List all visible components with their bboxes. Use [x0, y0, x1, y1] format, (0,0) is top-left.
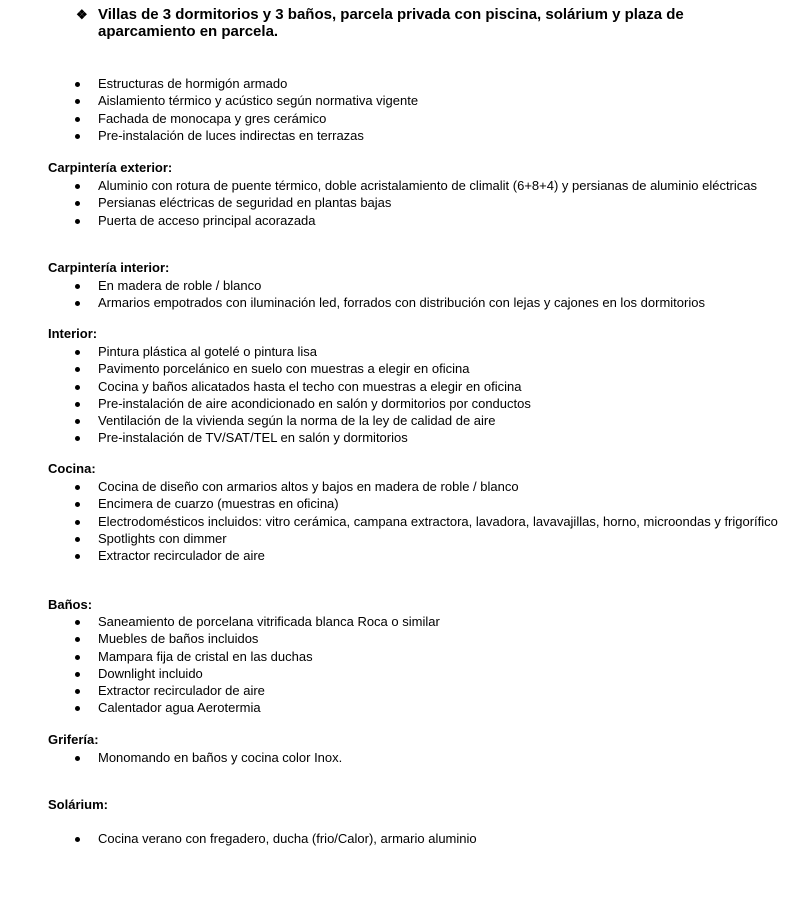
bullet-icon	[75, 502, 80, 507]
list-item-text: Aislamiento térmico y acústico según normativa vigente	[98, 93, 419, 109]
bullet-icon	[75, 756, 80, 761]
list-item-text: Cocina y baños alicatados hasta el techo con muestras a elegir en oficina	[98, 378, 522, 394]
list-item	[0, 547, 800, 564]
section-title-solarium: Solárium:	[48, 797, 108, 812]
bullet-icon	[75, 82, 80, 87]
bullet-icon	[75, 689, 80, 694]
list-item-text: Spotlights con dimmer	[98, 530, 227, 546]
bullet-icon	[75, 301, 80, 306]
list-item-text: Aluminio con rotura de puente térmico, doble acristalamiento de climalit (6+8+4) y persianas de aluminio eléctricas	[98, 178, 758, 193]
bullet-icon	[75, 134, 80, 139]
list-item	[0, 429, 800, 446]
list-item-text: Electrodomésticos incluidos: vitro cerámica, campana extractora, lavadora, lavavajillas, horno, microondas y frigorífico	[98, 513, 778, 529]
bullet-icon	[75, 402, 80, 407]
bullet-icon	[75, 184, 80, 189]
list-item-text: Muebles de baños incluidos	[98, 631, 259, 647]
list-item-text: Saneamiento de porcelana vitrificada blanca Roca o similar	[98, 614, 440, 629]
general-features-list	[0, 75, 800, 144]
list-item-text: Downlight incluido	[98, 665, 203, 681]
list-item-text: Monomando en baños y cocina color Inox.	[98, 750, 343, 765]
bullet-icon	[75, 436, 80, 441]
diamond-bullet-icon: ❖	[76, 7, 88, 22]
heading-text: Villas de 3 dormitorios y 3 baños, parcela privada con piscina, solárium y plaza de aparcamiento en parcela.	[98, 6, 684, 40]
list-item-text: Extractor recirculador de aire	[98, 548, 265, 564]
solarium-list	[0, 830, 800, 847]
list-item-text: Armarios empotrados con iluminación led, forrados con distribución con lejas y cajones en los dormitorios	[98, 295, 705, 311]
bullet-icon	[75, 201, 80, 206]
bullet-icon	[75, 554, 80, 559]
list-item	[0, 682, 800, 699]
bullet-icon	[75, 99, 80, 104]
list-item	[0, 378, 800, 395]
list-item-text: Calentador agua Aerotermia	[98, 700, 261, 716]
bullet-icon	[75, 367, 80, 372]
list-item-text: Cocina de diseño con armarios altos y bajos en madera de roble / blanco	[98, 479, 519, 494]
list-item-text: Cocina verano con fregadero, ducha (frio/Calor), armario aluminio	[98, 831, 477, 846]
list-item-text: Mampara fija de cristal en las duchas	[98, 648, 313, 664]
banos-list	[0, 613, 800, 717]
section-title-cocina: Cocina:	[48, 461, 96, 476]
list-item-text: Extractor recirculador de aire	[98, 683, 265, 699]
list-item	[0, 212, 800, 229]
bullet-icon	[75, 637, 80, 642]
document-heading	[76, 6, 776, 40]
list-item	[0, 177, 800, 194]
list-item-text: Pintura plástica al gotelé o pintura lisa	[98, 344, 317, 359]
bullet-icon	[75, 706, 80, 711]
list-item	[0, 343, 800, 360]
section-title-carpinteria-interior: Carpintería interior:	[48, 260, 170, 275]
interior-list	[0, 343, 800, 447]
bullet-icon	[75, 520, 80, 525]
list-item	[0, 749, 800, 766]
list-item	[0, 630, 800, 647]
bullet-icon	[75, 350, 80, 355]
list-item	[0, 412, 800, 429]
bullet-icon	[75, 419, 80, 424]
section-title-carpinteria-exterior: Carpintería exterior:	[48, 160, 173, 175]
bullet-icon	[75, 655, 80, 660]
list-item-text: En madera de roble / blanco	[98, 278, 262, 293]
list-item	[0, 830, 800, 847]
list-item	[0, 495, 800, 512]
list-item	[0, 194, 800, 211]
list-item	[0, 513, 800, 530]
list-item-text: Pre-instalación de aire acondicionado en salón y dormitorios por conductos	[98, 395, 531, 411]
bullet-icon	[75, 837, 80, 842]
list-item	[0, 530, 800, 547]
carpinteria-exterior-list	[0, 177, 800, 229]
section-title-interior: Interior:	[48, 326, 98, 341]
list-item	[0, 699, 800, 716]
list-item	[0, 110, 800, 127]
bullet-icon	[75, 117, 80, 122]
list-item-text: Estructuras de hormigón armado	[98, 76, 288, 91]
list-item	[0, 92, 800, 109]
bullet-icon	[75, 672, 80, 677]
bullet-icon	[75, 219, 80, 224]
list-item-text: Fachada de monocapa y gres cerámico	[98, 110, 327, 126]
list-item	[0, 75, 800, 92]
list-item-text: Pre-instalación de luces indirectas en terrazas	[98, 127, 364, 143]
list-item-text: Persianas eléctricas de seguridad en plantas bajas	[98, 195, 392, 211]
bullet-icon	[75, 385, 80, 390]
carpinteria-interior-list	[0, 277, 800, 312]
list-item-text: Ventilación de la vivienda según la norma de la ley de calidad de aire	[98, 413, 496, 429]
bullet-icon	[75, 537, 80, 542]
bullet-icon	[75, 485, 80, 490]
bullet-icon	[75, 284, 80, 289]
list-item	[0, 478, 800, 495]
cocina-list	[0, 478, 800, 564]
list-item	[0, 613, 800, 630]
list-item-text: Encimera de cuarzo (muestras en oficina)	[98, 496, 339, 512]
list-item	[0, 395, 800, 412]
list-item	[0, 277, 800, 294]
list-item	[0, 127, 800, 144]
section-title-griferia: Grifería:	[48, 732, 99, 747]
list-item-text: Pre-instalación de TV/SAT/TEL en salón y dormitorios	[98, 430, 408, 446]
griferia-list	[0, 749, 800, 766]
list-item	[0, 294, 800, 311]
list-item-text: Pavimento porcelánico en suelo con muestras a elegir en oficina	[98, 361, 470, 377]
bullet-icon	[75, 620, 80, 625]
list-item	[0, 665, 800, 682]
list-item	[0, 360, 800, 377]
list-item-text: Puerta de acceso principal acorazada	[98, 212, 316, 228]
list-item	[0, 648, 800, 665]
section-title-banos: Baños:	[48, 597, 93, 612]
